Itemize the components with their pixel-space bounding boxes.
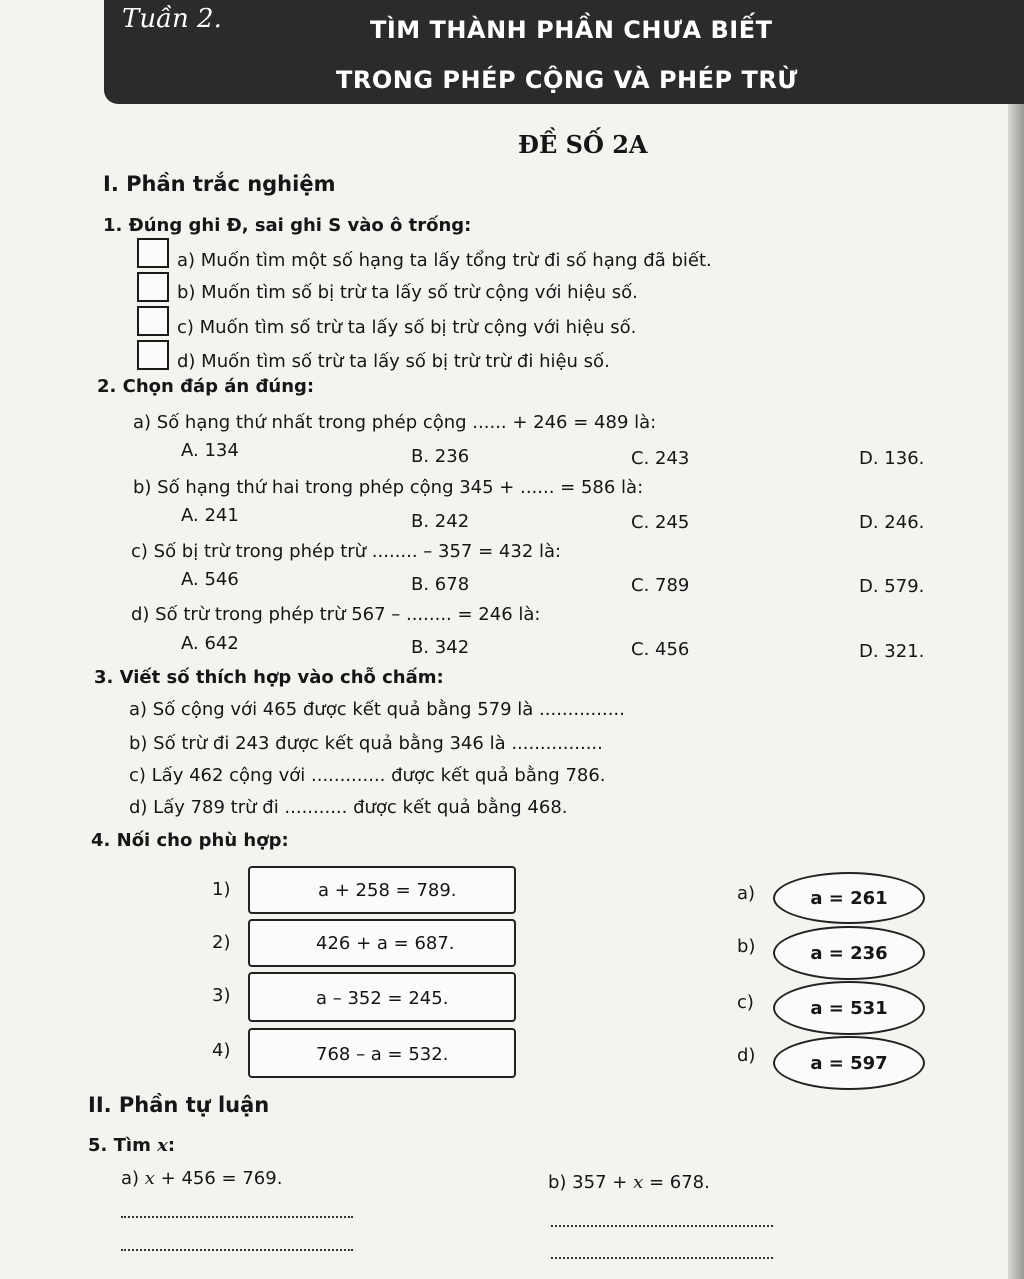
answer-line-a1[interactable]: [121, 1216, 353, 1218]
q1-title: 1. Đúng ghi Đ, sai ghi S vào ô trống:: [103, 215, 472, 236]
match-left-label-3: 3): [212, 985, 231, 1006]
q2a-option-b[interactable]: B. 236: [411, 446, 470, 467]
match-right-oval-d[interactable]: a = 597: [773, 1036, 925, 1090]
q5-b: b) 357 + x = 678.: [548, 1172, 710, 1193]
match-left-label-4: 4): [212, 1040, 231, 1061]
match-right-label-c: c): [737, 992, 754, 1013]
answer-box-d[interactable]: [137, 340, 169, 370]
match-left-label-1: 1): [212, 879, 231, 900]
q2d-option-c[interactable]: C. 456: [631, 639, 690, 660]
q2b-question: b) Số hạng thứ hai trong phép cộng 345 + ...... = 586 là:: [133, 477, 644, 498]
q3-item-b: b) Số trừ đi 243 được kết quả bằng 346 là ................: [129, 733, 603, 754]
q2c-option-b[interactable]: B. 678: [411, 574, 470, 595]
match-left-expr-2: 426 + a = 687.: [316, 933, 455, 954]
q3-item-d: d) Lấy 789 trừ đi ........... được kết quả bằng 468.: [129, 797, 568, 818]
q2a-option-c[interactable]: C. 243: [631, 448, 690, 469]
answer-box-a[interactable]: [137, 238, 169, 268]
match-left-box-2[interactable]: [248, 919, 516, 967]
q1-item-c: c) Muốn tìm số trừ ta lấy số bị trừ cộng với hiệu số.: [177, 317, 637, 338]
match-left-expr-3: a – 352 = 245.: [316, 988, 449, 1009]
part1-title: I. Phần trắc nghiệm: [103, 172, 336, 196]
week-label: Tuần 2.: [122, 4, 222, 34]
q1-item-d: d) Muốn tìm số trừ ta lấy số bị trừ trừ đi hiệu số.: [177, 351, 610, 372]
q3-title: 3. Viết số thích hợp vào chỗ chấm:: [94, 667, 444, 688]
q2b-option-c[interactable]: C. 245: [631, 512, 690, 533]
header-title-line1: TÌM THÀNH PHẦN CHƯA BIẾT: [370, 16, 773, 44]
match-left-box-3[interactable]: [248, 972, 516, 1022]
match-left-box-4[interactable]: [248, 1028, 516, 1078]
page-edge: [1008, 104, 1024, 1279]
header-title-line2: TRONG PHÉP CỘNG VÀ PHÉP TRỪ: [336, 66, 798, 94]
q2d-option-a[interactable]: A. 642: [181, 633, 239, 654]
q2b-option-d[interactable]: D. 246.: [859, 512, 925, 533]
q2-title: 2. Chọn đáp án đúng:: [97, 376, 315, 397]
match-right-oval-b[interactable]: a = 236: [773, 926, 925, 980]
q1-item-b: b) Muốn tìm số bị trừ ta lấy số trừ cộng với hiệu số.: [177, 282, 638, 303]
match-right-label-a: a): [737, 883, 756, 904]
q2a-option-d[interactable]: D. 136.: [859, 448, 925, 469]
match-left-label-2: 2): [212, 932, 231, 953]
q2c-question: c) Số bị trừ trong phép trừ ........ – 357 = 432 là:: [131, 541, 562, 562]
part2-title: II. Phần tự luận: [88, 1093, 270, 1117]
q2c-option-c[interactable]: C. 789: [631, 575, 690, 596]
answer-line-a2[interactable]: [121, 1249, 353, 1251]
q1-item-a: a) Muốn tìm một số hạng ta lấy tổng trừ đi số hạng đã biết.: [177, 250, 712, 271]
match-right-oval-a[interactable]: a = 261: [773, 872, 925, 924]
exam-title: ĐỀ SỐ 2A: [518, 130, 648, 159]
answer-box-c[interactable]: [137, 306, 169, 336]
match-left-expr-4: 768 – a = 532.: [316, 1044, 449, 1065]
q2b-option-a[interactable]: A. 241: [181, 505, 239, 526]
answer-line-b1[interactable]: [551, 1225, 773, 1227]
q2a-question: a) Số hạng thứ nhất trong phép cộng ...... + 246 = 489 là:: [133, 412, 657, 433]
answer-line-b2[interactable]: [551, 1257, 773, 1259]
match-right-oval-c[interactable]: a = 531: [773, 981, 925, 1035]
q2b-option-b[interactable]: B. 242: [411, 511, 470, 532]
q2d-option-b[interactable]: B. 342: [411, 637, 470, 658]
q5-title: 5. Tìm x:: [88, 1135, 176, 1156]
match-left-expr-1: a + 258 = 789.: [318, 880, 457, 901]
match-left-box-1[interactable]: [248, 866, 516, 914]
match-right-label-b: b): [737, 936, 756, 957]
q2d-question: d) Số trừ trong phép trừ 567 – ........ = 246 là:: [131, 604, 541, 625]
answer-box-b[interactable]: [137, 272, 169, 302]
q2c-option-a[interactable]: A. 546: [181, 569, 239, 590]
q3-item-a: a) Số cộng với 465 được kết quả bằng 579 là ...............: [129, 699, 625, 720]
q2d-option-d[interactable]: D. 321.: [859, 641, 925, 662]
q2c-option-d[interactable]: D. 579.: [859, 576, 925, 597]
q5-a: a) x + 456 = 769.: [121, 1168, 283, 1189]
q4-title: 4. Nối cho phù hợp:: [91, 830, 289, 851]
q3-item-c: c) Lấy 462 cộng với ............. được kết quả bằng 786.: [129, 765, 606, 786]
match-right-label-d: d): [737, 1045, 756, 1066]
q2a-option-a[interactable]: A. 134: [181, 440, 239, 461]
